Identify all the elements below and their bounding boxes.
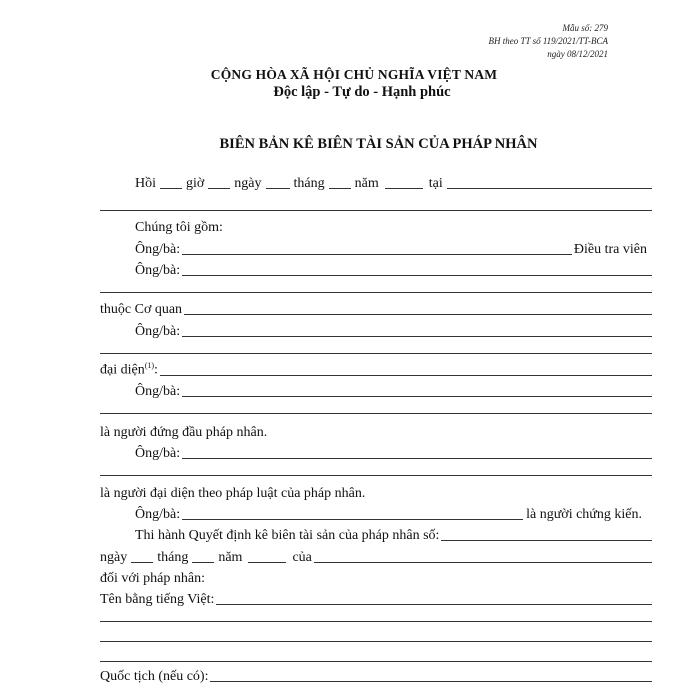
blank-day[interactable] bbox=[266, 188, 290, 189]
label-ten-tieng-viet: Tên bằng tiếng Việt: bbox=[100, 592, 215, 607]
label-hoi: Hồi bbox=[135, 176, 156, 191]
blank-member-name[interactable] bbox=[182, 396, 652, 397]
representative-row bbox=[100, 362, 652, 380]
form-number: Mẫu số: 279 bbox=[562, 23, 608, 33]
time-place-row bbox=[135, 175, 652, 193]
label-ong-ba: Ông/bà: bbox=[135, 242, 181, 257]
agency-row bbox=[100, 301, 652, 319]
member-row-5 bbox=[135, 445, 652, 463]
blank-decision-number[interactable] bbox=[441, 540, 652, 541]
blank-line[interactable] bbox=[100, 413, 652, 414]
label-tai: tại bbox=[428, 176, 443, 191]
blank-member-name[interactable] bbox=[182, 336, 652, 337]
members-intro-row bbox=[135, 219, 652, 237]
blank-line[interactable] bbox=[100, 210, 652, 211]
blank-hour[interactable] bbox=[160, 188, 182, 189]
blank-issuer[interactable] bbox=[314, 562, 652, 563]
blank-line[interactable] bbox=[100, 661, 652, 662]
label-nguoi-dung-dau: là người đứng đầu pháp nhân. bbox=[100, 425, 268, 440]
label-ngay: ngày bbox=[234, 176, 262, 191]
label-thuoc-co-quan: thuộc Cơ quan bbox=[100, 302, 183, 317]
form-meta bbox=[488, 22, 608, 61]
national-motto: Độc lập - Tự do - Hạnh phúc bbox=[273, 84, 451, 100]
member-row-4 bbox=[135, 383, 652, 401]
legal-rep-row bbox=[100, 485, 652, 503]
member-row-2 bbox=[135, 262, 652, 280]
label-ong-ba: Ông/bà: bbox=[135, 324, 181, 339]
label-nguoi-chung-kien: là người chứng kiến. bbox=[526, 507, 642, 522]
label-ong-ba: Ông/bà: bbox=[135, 446, 181, 461]
label-ngay: ngày bbox=[100, 550, 128, 565]
label-dieu-tra-vien: Điều tra viên bbox=[573, 242, 647, 257]
blank-investigator-name[interactable] bbox=[182, 254, 572, 255]
blank-location[interactable] bbox=[447, 188, 652, 189]
blank-year[interactable] bbox=[248, 562, 286, 563]
blank-year[interactable] bbox=[385, 188, 423, 189]
label-thang: tháng bbox=[157, 550, 189, 565]
blank-day[interactable] bbox=[131, 562, 153, 563]
decision-date-row bbox=[100, 549, 652, 567]
blank-line[interactable] bbox=[100, 353, 652, 354]
label-cua: của bbox=[292, 550, 312, 565]
blank-month[interactable] bbox=[192, 562, 214, 563]
country-name: CỘNG HÒA XÃ HỘI CHỦ NGHĨA VIỆT NAM bbox=[210, 67, 498, 82]
blank-witness-name[interactable] bbox=[182, 519, 523, 520]
nationality-row bbox=[100, 668, 652, 686]
label-nam: năm bbox=[354, 176, 379, 191]
label-ong-ba: Ông/bà: bbox=[135, 507, 181, 522]
blank-line[interactable] bbox=[100, 292, 652, 293]
form-issue-date: ngày 08/12/2021 bbox=[547, 49, 608, 59]
label-nam: năm bbox=[218, 550, 243, 565]
blank-vietnamese-name[interactable] bbox=[216, 604, 652, 605]
label-ong-ba: Ông/bà: bbox=[135, 263, 181, 278]
label-nguoi-dai-dien: là người đại diện theo pháp luật của pháp nhân. bbox=[100, 486, 366, 501]
national-heading bbox=[0, 67, 700, 101]
blank-nationality[interactable] bbox=[210, 681, 652, 682]
vietnamese-name-row bbox=[100, 591, 652, 609]
label-doi-voi-phap-nhan: đối với pháp nhân: bbox=[100, 571, 205, 586]
blank-line[interactable] bbox=[100, 475, 652, 476]
label-thi-hanh: Thi hành Quyết định kê biên tài sản của pháp nhân số: bbox=[135, 528, 440, 543]
form-issued-by: BH theo TT số 119/2021/TT-BCA bbox=[488, 36, 608, 46]
label-chung-toi-gom: Chúng tôi gồm: bbox=[135, 220, 223, 235]
decision-row bbox=[135, 527, 652, 545]
entity-row bbox=[100, 570, 652, 588]
member-row-3 bbox=[135, 323, 652, 341]
blank-minute[interactable] bbox=[208, 188, 230, 189]
label-gio: giờ bbox=[186, 176, 205, 191]
footnote-ref: (1) bbox=[144, 361, 155, 371]
label-quoc-tich: Quốc tịch (nếu có): bbox=[100, 669, 209, 684]
blank-line[interactable] bbox=[100, 641, 652, 642]
blank-member-name[interactable] bbox=[182, 275, 652, 276]
label-thang: tháng bbox=[293, 176, 325, 191]
blank-line[interactable] bbox=[100, 621, 652, 622]
investigator-row bbox=[135, 241, 647, 259]
blank-member-name[interactable] bbox=[182, 458, 652, 459]
blank-representative[interactable] bbox=[160, 375, 652, 376]
blank-month[interactable] bbox=[329, 188, 351, 189]
label-ong-ba: Ông/bà: bbox=[135, 384, 181, 399]
label-dai-dien: đại diện$^{(1)}$: bbox=[100, 361, 158, 378]
witness-row bbox=[135, 506, 642, 524]
blank-agency[interactable] bbox=[184, 314, 652, 315]
document-title: BIÊN BẢN KÊ BIÊN TÀI SẢN CỦA PHÁP NHÂN bbox=[219, 136, 538, 152]
head-of-entity-row bbox=[100, 424, 652, 442]
